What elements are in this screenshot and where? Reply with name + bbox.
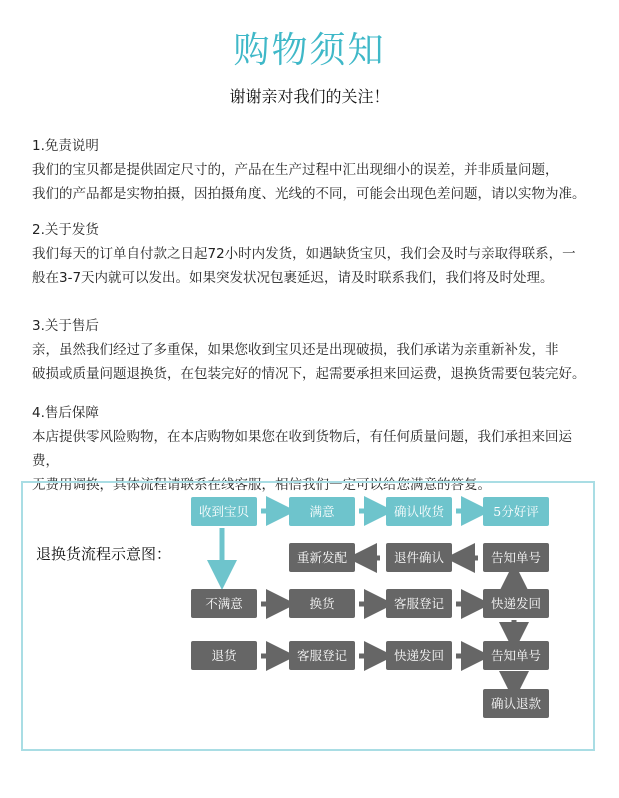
flow-refund-return: 退货	[191, 641, 257, 670]
flow-confirm-refund: 确认退款	[483, 689, 549, 718]
section-line: 亲，虽然我们经过了多重保，如果您收到宝贝还是出现破损，我们承诺为亲重新补发，非	[32, 342, 559, 358]
section-heading: 2.关于发货	[32, 222, 99, 238]
section-line: 破损或质量问题退换货，在包装完好的情况下，起需要承担来回运费，退换货需要包装完好。	[32, 366, 586, 382]
section-disclaimer	[32, 134, 592, 206]
section-heading: 4.售后保障	[32, 405, 99, 421]
section-line: 无费用调换，具体流程请联系在线客服，相信我们一定可以给您满意的答复。	[32, 477, 491, 493]
section-heading: 1.免责说明	[32, 138, 99, 154]
flow-return-confirm: 退件确认	[386, 543, 452, 572]
flow-five-star: 5分好评	[483, 497, 549, 526]
section-line: 我们的宝贝都是提供固定尺寸的，产品在生产过程中汇出现细小的误差，并非质量问题，	[32, 162, 559, 178]
flow-ship-back-2: 快递发回	[386, 641, 452, 670]
flow-exchange: 换货	[289, 589, 355, 618]
flow-satisfied: 满意	[289, 497, 355, 526]
section-line: 本店提供零风险购物，在本店购物如果您在收到货物后，有任何质量问题，我们承担来回运费，	[32, 429, 572, 469]
flow-confirm-receipt: 确认收货	[386, 497, 452, 526]
flow-service-register: 客服登记	[386, 589, 452, 618]
flow-reship: 重新发配	[289, 543, 355, 572]
page-title: 购物须知	[233, 30, 386, 71]
section-line: 我们的产品都是实物拍摄，因拍摄角度、光线的不同，可能会出现色差问题，请以实物为准。	[32, 186, 586, 202]
flow-notify-tracking-2: 告知单号	[483, 641, 549, 670]
section-shipping	[32, 218, 592, 290]
flow-unsatisfied: 不满意	[191, 589, 257, 618]
flow-service-register-2: 客服登记	[289, 641, 355, 670]
page-subtitle: 谢谢亲对我们的关注！	[229, 87, 390, 106]
flow-ship-back: 快递发回	[483, 589, 549, 618]
flow-received: 收到宝贝	[191, 497, 257, 526]
section-after-sales	[32, 314, 592, 386]
section-heading: 3.关于售后	[32, 318, 99, 334]
flow-notify-tracking: 告知单号	[483, 543, 549, 572]
flowchart-label: 退换货流程示意图：	[36, 545, 172, 563]
section-line: 我们每天的订单自付款之日起72小时内发货，如遇缺货宝贝，我们会及时与亲取得联系，一	[32, 246, 576, 262]
section-line: 般在3-7天内就可以发出。如果突发状况包裹延迟，请及时联系我们，我们将及时处理。	[32, 270, 554, 286]
